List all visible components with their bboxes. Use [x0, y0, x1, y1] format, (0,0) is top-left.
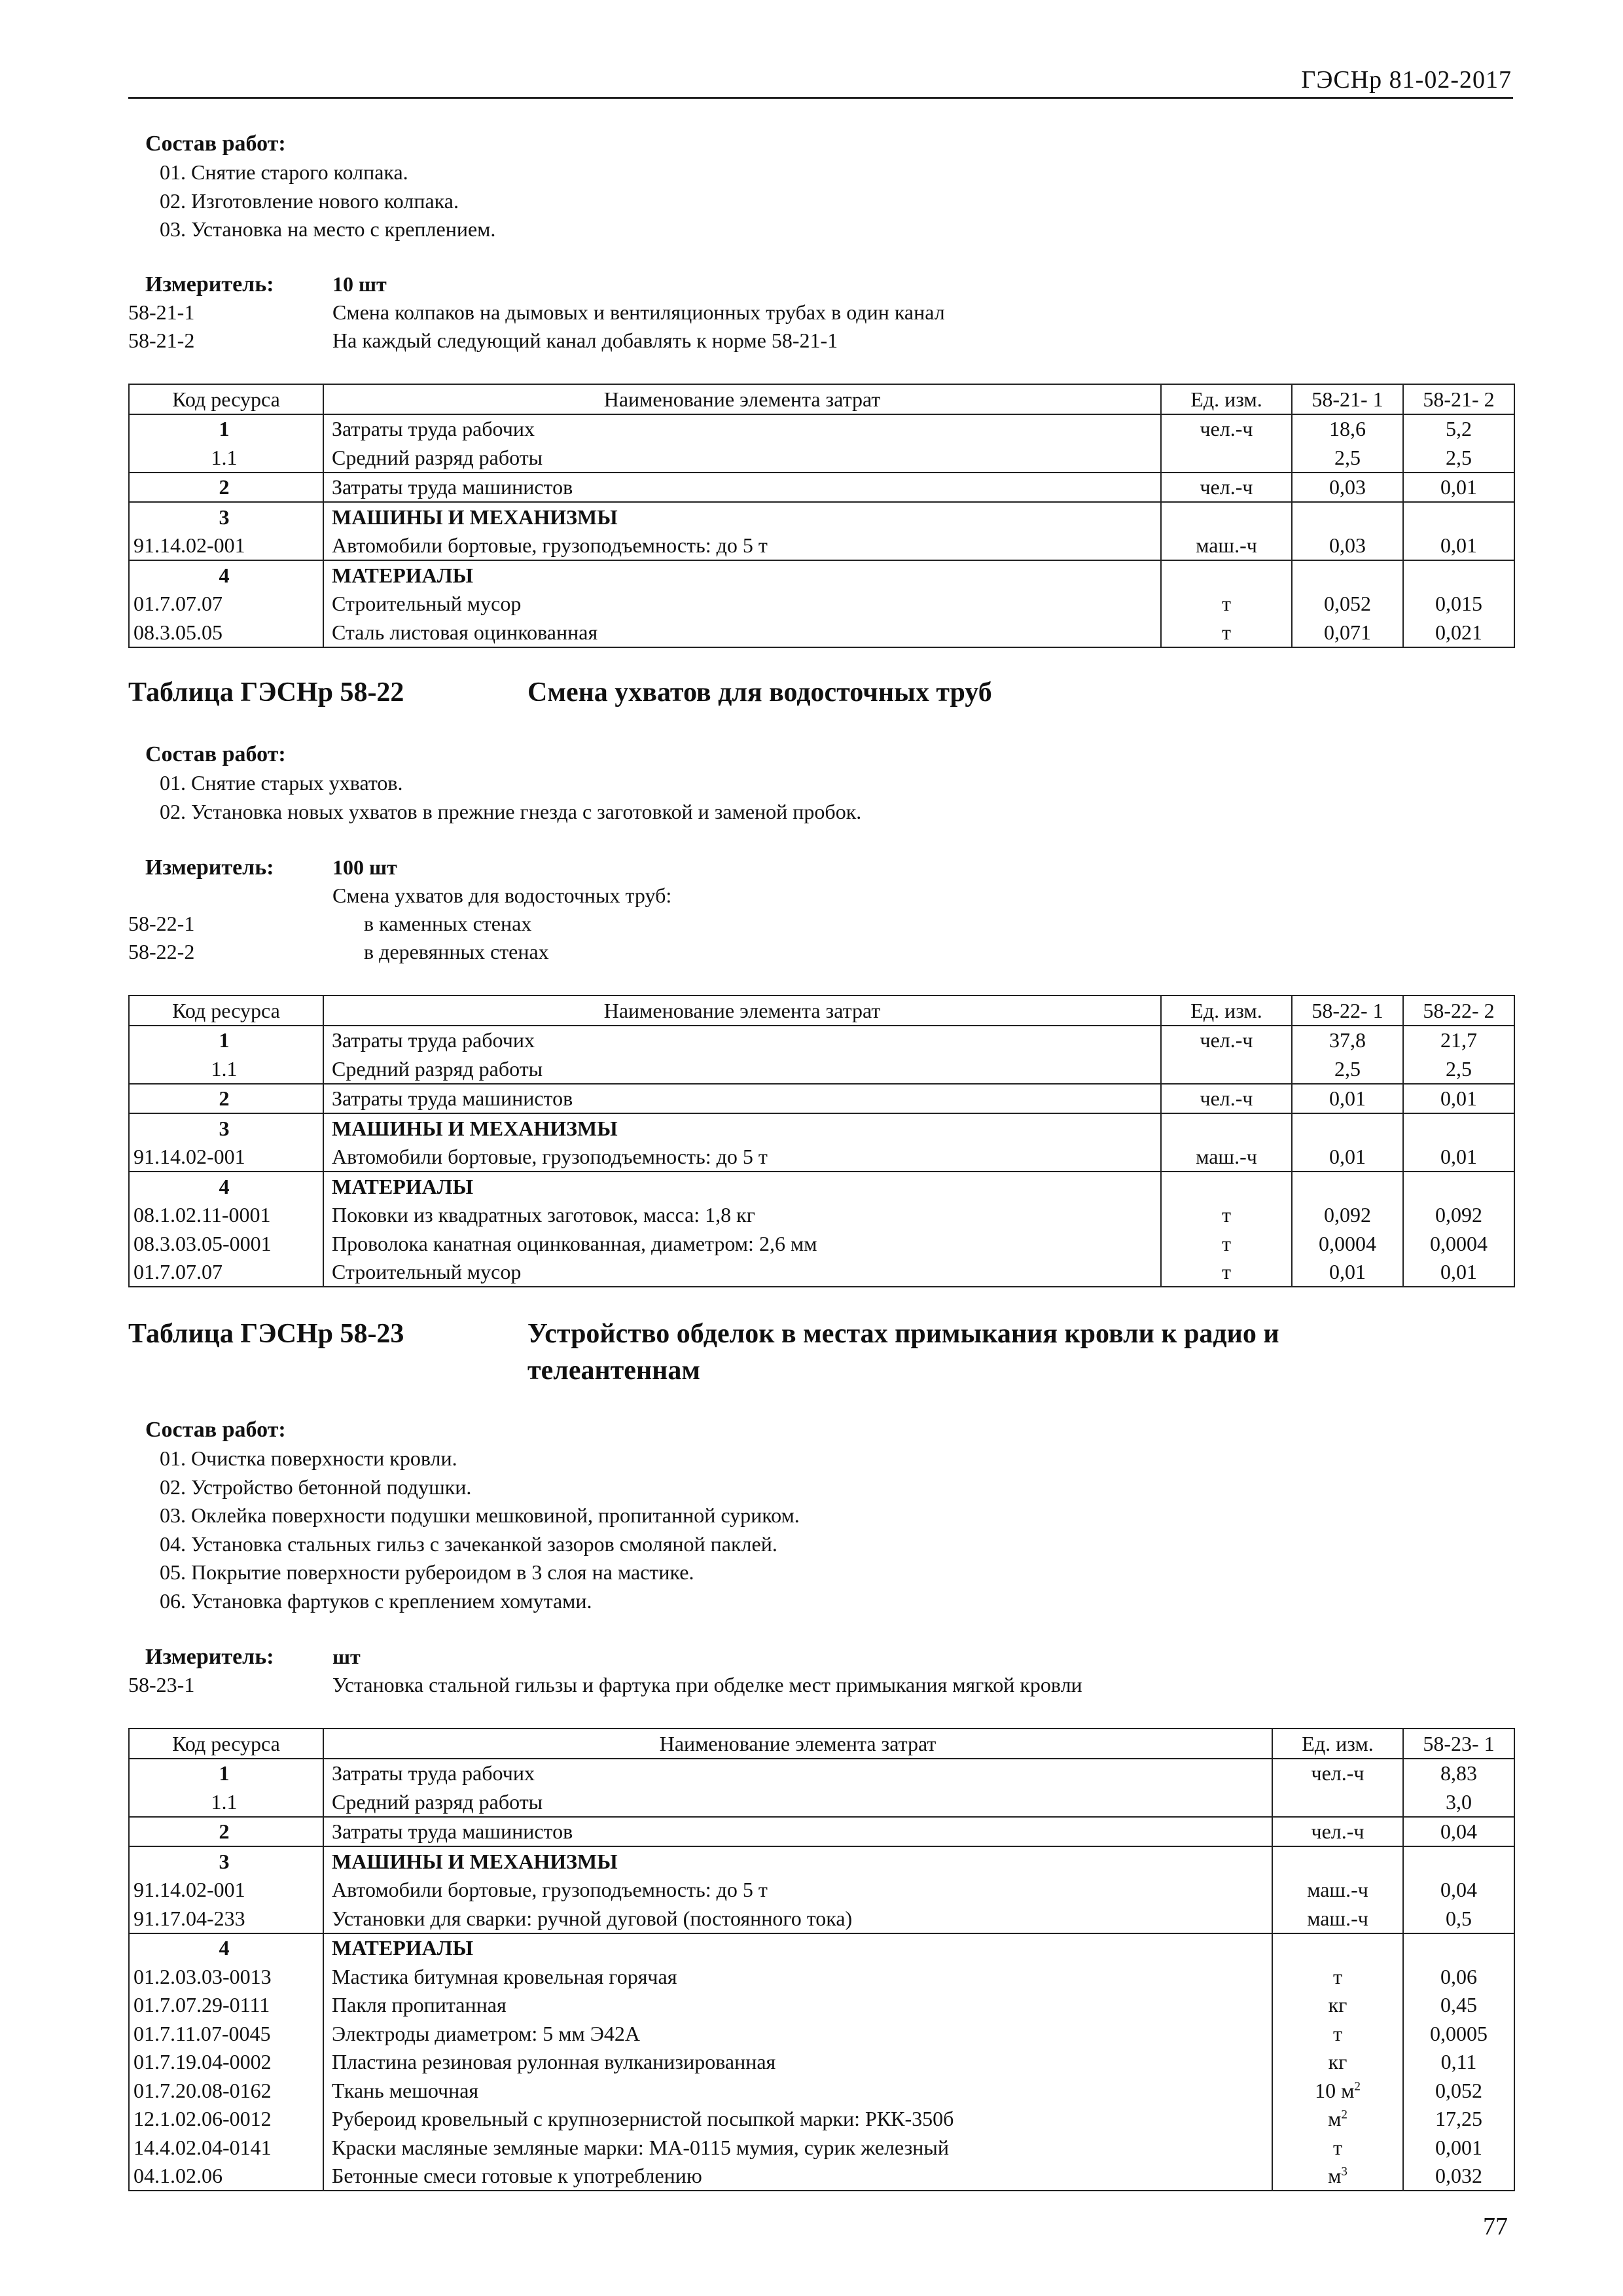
table-number: Таблица ГЭСНр 58-23 [128, 1319, 404, 1349]
row-value: 0,04 [1403, 1817, 1514, 1847]
row-code: 2 [129, 473, 323, 503]
row-value: 0,052 [1403, 2076, 1514, 2105]
col-norm: 58-22- 2 [1403, 996, 1514, 1026]
row-name: МАШИНЫ И МЕХАНИЗМЫ [323, 1846, 1272, 1876]
row-unit: т [1161, 590, 1292, 619]
row-name: Средний разряд работы [323, 443, 1161, 473]
row-value: 37,8 [1292, 1026, 1403, 1055]
row-name: Автомобили бортовые, грузоподъемность: до 5 т [323, 531, 1161, 561]
row-code: 91.14.02-001 [129, 531, 323, 561]
table-name: Смена ухватов для водосточных труб [527, 677, 992, 708]
row-unit [1161, 560, 1292, 590]
row-value: 0,092 [1292, 1201, 1403, 1230]
table-row [129, 1991, 1514, 2020]
row-value: 0,01 [1292, 1084, 1403, 1114]
row-name: МАТЕРИАЛЫ [323, 560, 1161, 590]
row-code: 1.1 [129, 1054, 323, 1084]
row-unit [1272, 1933, 1403, 1963]
table-row [129, 2076, 1514, 2105]
row-code: 08.3.03.05-0001 [129, 1229, 323, 1258]
row-code: 1 [129, 1026, 323, 1055]
norm-code: 58-22-2 [128, 940, 195, 963]
row-unit: т [1161, 618, 1292, 647]
row-value: 0,021 [1403, 618, 1514, 647]
row-code: 1.1 [129, 443, 323, 473]
col-norm: 58-21- 2 [1403, 384, 1514, 414]
table-row [129, 1026, 1514, 1055]
sostav-58-23 [128, 1416, 1513, 1615]
document-code: ГЭСНр 81-02-2017 [1301, 66, 1512, 94]
row-value: 0,01 [1403, 473, 1514, 503]
row-code: 2 [129, 1084, 323, 1114]
step: 01. Снятие старого колпака. [160, 160, 408, 184]
row-value: 0,001 [1403, 2133, 1514, 2162]
col-name: Наименование элемента затрат [323, 384, 1161, 414]
table-row [129, 2162, 1514, 2191]
row-name: Автомобили бортовые, грузоподъемность: до 5 т [323, 1876, 1272, 1905]
col-code: Код ресурса [129, 384, 323, 414]
row-code: 04.1.02.06 [129, 2162, 323, 2191]
table-number: Таблица ГЭСНр 58-22 [128, 677, 404, 708]
row-code: 91.14.02-001 [129, 1876, 323, 1905]
row-code: 01.7.07.29-0111 [129, 1991, 323, 2020]
table-row [129, 1876, 1514, 1905]
sostav-58-21 [128, 130, 1513, 244]
row-value: 2,5 [1403, 1054, 1514, 1084]
row-value: 2,5 [1403, 443, 1514, 473]
table-row [129, 443, 1514, 473]
col-norm: 58-21- 1 [1292, 384, 1403, 414]
table-row [129, 1759, 1514, 1788]
row-name: Строительный мусор [323, 1258, 1161, 1287]
norm-text: На каждый следующий канал добавлять к норме 58-21-1 [332, 329, 838, 352]
row-value [1403, 1933, 1514, 1963]
row-unit: т [1272, 2133, 1403, 2162]
row-unit [1272, 1846, 1403, 1876]
table-row [129, 1258, 1514, 1287]
row-code: 1 [129, 1759, 323, 1788]
table-row [129, 1201, 1514, 1230]
row-value: 0,0005 [1403, 2019, 1514, 2048]
table-row [129, 531, 1514, 561]
row-code: 2 [129, 1817, 323, 1847]
row-value: 0,0004 [1292, 1229, 1403, 1258]
row-unit: маш.-ч [1161, 531, 1292, 561]
row-unit [1161, 502, 1292, 531]
col-unit: Ед. изм. [1161, 996, 1292, 1026]
row-unit: 10 $м^2$ [1272, 2076, 1403, 2105]
row-unit: т [1161, 1201, 1292, 1230]
col-unit: Ед. изм. [1272, 1729, 1403, 1759]
row-value: 0,015 [1403, 590, 1514, 619]
row-value [1403, 1113, 1514, 1143]
table-row [129, 1054, 1514, 1084]
row-name: Рубероид кровельный с крупнозернистой посыпкой марки: РКК-350б [323, 2105, 1272, 2134]
row-code: 01.7.07.07 [129, 1258, 323, 1287]
row-value [1292, 1113, 1403, 1143]
row-value: 2,5 [1292, 443, 1403, 473]
norm-code: 58-22-1 [128, 912, 195, 935]
row-unit: чел.-ч [1272, 1817, 1403, 1847]
norm-code: 58-23-1 [128, 1673, 195, 1696]
row-code: 91.14.02-001 [129, 1143, 323, 1172]
row-name: Установки для сварки: ручной дуговой (постоянного тока) [323, 1904, 1272, 1933]
row-value: 0,092 [1403, 1201, 1514, 1230]
table-row [129, 1172, 1514, 1201]
row-value: 2,5 [1292, 1054, 1403, 1084]
table-row [129, 560, 1514, 590]
row-unit: чел.-ч [1161, 473, 1292, 503]
step: 05. Покрытие поверхности рубероидом в 3 слоя на мастике. [160, 1560, 694, 1584]
row-unit: чел.-ч [1161, 1084, 1292, 1114]
row-name: Пакля пропитанная [323, 1991, 1272, 2020]
table-row [129, 2019, 1514, 2048]
row-code: 01.7.19.04-0002 [129, 2048, 323, 2077]
col-code: Код ресурса [129, 1729, 323, 1759]
row-name: Бетонные смеси готовые к употреблению [323, 2162, 1272, 2191]
resource-table-58-21 [128, 384, 1515, 648]
resource-table-58-23 [128, 1728, 1515, 2191]
row-unit: маш.-ч [1272, 1904, 1403, 1933]
row-code: 01.2.03.03-0013 [129, 1962, 323, 1991]
row-code: 14.4.02.04-0141 [129, 2133, 323, 2162]
row-unit: $м^3$ [1272, 2162, 1403, 2191]
row-name: Затраты труда рабочих [323, 1759, 1272, 1788]
col-norm: 58-23- 1 [1403, 1729, 1514, 1759]
sostav-58-22 [128, 740, 1513, 826]
page-number: 77 [1483, 2213, 1508, 2240]
row-name: Пластина резиновая рулонная вулканизированная [323, 2048, 1272, 2077]
row-unit: кг [1272, 1991, 1403, 2020]
izmeritel-label: Измеритель: [145, 272, 274, 296]
row-code: 08.3.05.05 [129, 618, 323, 647]
header-rule [128, 97, 1513, 99]
step: 03. Установка на место с креплением. [160, 217, 496, 241]
row-code: 3 [129, 1113, 323, 1143]
step: 04. Установка стальных гильз с зачеканкой зазоров смоляной паклей. [160, 1532, 777, 1556]
table-row [129, 1904, 1514, 1933]
row-code: 01.7.07.07 [129, 590, 323, 619]
row-name: Мастика битумная кровельная горячая [323, 1962, 1272, 1991]
row-value: 0,01 [1403, 1258, 1514, 1287]
row-name: Поковки из квадратных заготовок, масса: 1,8 кг [323, 1201, 1161, 1230]
row-code: 08.1.02.11-0001 [129, 1201, 323, 1230]
step: 02. Изготовление нового колпака. [160, 188, 459, 213]
table-row [129, 473, 1514, 503]
izmeritel-label: Измеритель: [145, 855, 274, 880]
row-code: 1.1 [129, 1787, 323, 1817]
table-row [129, 1229, 1514, 1258]
table-row [129, 2133, 1514, 2162]
table-row [129, 1084, 1514, 1114]
row-name: МАШИНЫ И МЕХАНИЗМЫ [323, 502, 1161, 531]
row-value: 0,071 [1292, 618, 1403, 647]
row-value [1292, 1172, 1403, 1201]
row-unit: т [1161, 1229, 1292, 1258]
table-row [129, 590, 1514, 619]
step: 02. Установка новых ухватов в прежние гнезда с заготовкой и заменой пробок. [160, 799, 862, 823]
row-name: МАТЕРИАЛЫ [323, 1172, 1161, 1201]
table-row [129, 1962, 1514, 1991]
row-value: 5,2 [1403, 414, 1514, 444]
row-value: 21,7 [1403, 1026, 1514, 1055]
row-name: Автомобили бортовые, грузоподъемность: до 5 т [323, 1143, 1161, 1172]
row-name: Ткань мешочная [323, 2076, 1272, 2105]
sostav-label: Состав работ: [145, 132, 286, 156]
row-value [1403, 560, 1514, 590]
row-unit: чел.-ч [1161, 414, 1292, 444]
row-name: Затраты труда машинистов [323, 473, 1161, 503]
table-row [129, 1787, 1514, 1817]
row-name: Затраты труда машинистов [323, 1817, 1272, 1847]
row-value [1403, 502, 1514, 531]
table-header-row [129, 1729, 1514, 1759]
table-row [129, 1143, 1514, 1172]
row-unit [1161, 443, 1292, 473]
row-unit: чел.-ч [1272, 1759, 1403, 1788]
table-title-58-22 [128, 674, 1444, 711]
table-row [129, 502, 1514, 531]
row-value: 8,83 [1403, 1759, 1514, 1788]
step: 01. Снятие старых ухватов. [160, 771, 403, 795]
row-unit [1161, 1054, 1292, 1084]
norm-text: в каменных стенах [364, 912, 532, 935]
measure-value: 100 шт [332, 855, 397, 879]
table-row [129, 618, 1514, 647]
row-value: 0,052 [1292, 590, 1403, 619]
measure-value: 10 шт [332, 272, 387, 296]
norm-text: Установка стальной гильзы и фартука при обделке мест примыкания мягкой кровли [332, 1673, 1082, 1696]
row-value: 0,01 [1292, 1258, 1403, 1287]
norm-text: в деревянных стенах [364, 940, 549, 963]
measure-58-23 [128, 1643, 1513, 1699]
row-value [1292, 560, 1403, 590]
table-row [129, 2048, 1514, 2077]
row-code: 3 [129, 1846, 323, 1876]
row-code: 01.7.11.07-0045 [129, 2019, 323, 2048]
measure-value: шт [332, 1645, 361, 1668]
row-name: Средний разряд работы [323, 1787, 1272, 1817]
row-unit: чел.-ч [1161, 1026, 1292, 1055]
table-row [129, 1846, 1514, 1876]
row-value: 0,03 [1292, 531, 1403, 561]
row-value: 17,25 [1403, 2105, 1514, 2134]
table-name-line: телеантеннам [527, 1355, 700, 1386]
row-unit: т [1161, 1258, 1292, 1287]
row-name: Проволока канатная оцинкованная, диаметром: 2,6 мм [323, 1229, 1161, 1258]
measure-58-22 [128, 853, 1513, 966]
row-value: 0,45 [1403, 1991, 1514, 2020]
table-row [129, 1817, 1514, 1847]
step: 01. Очистка поверхности кровли. [160, 1446, 457, 1470]
row-value [1403, 1846, 1514, 1876]
row-unit [1272, 1787, 1403, 1817]
row-code: 4 [129, 1933, 323, 1963]
row-value: 0,01 [1403, 1143, 1514, 1172]
row-unit: кг [1272, 2048, 1403, 2077]
step: 02. Устройство бетонной подушки. [160, 1475, 472, 1499]
row-code: 01.7.20.08-0162 [129, 2076, 323, 2105]
row-name: Средний разряд работы [323, 1054, 1161, 1084]
norm-code: 58-21-2 [128, 329, 195, 352]
row-name: Сталь листовая оцинкованная [323, 618, 1161, 647]
row-name: Электроды диаметром: 5 мм Э42А [323, 2019, 1272, 2048]
row-code: 12.1.02.06-0012 [129, 2105, 323, 2134]
measure-caption: Смена ухватов для водосточных труб: [332, 884, 672, 907]
row-name: МАШИНЫ И МЕХАНИЗМЫ [323, 1113, 1161, 1143]
table-header-row [129, 996, 1514, 1026]
row-value: 0,032 [1403, 2162, 1514, 2191]
row-name: Строительный мусор [323, 590, 1161, 619]
table-name-line: Устройство обделок в местах примыкания кровли к радио и [527, 1319, 1279, 1349]
step: 06. Установка фартуков с креплением хомутами. [160, 1588, 592, 1613]
table-header-row [129, 384, 1514, 414]
row-name: МАТЕРИАЛЫ [323, 1933, 1272, 1963]
norm-text: Смена колпаков на дымовых и вентиляционных трубах в один канал [332, 300, 945, 324]
row-value: 0,06 [1403, 1962, 1514, 1991]
row-value [1292, 502, 1403, 531]
table-row [129, 1113, 1514, 1143]
row-unit: $м^2$ [1272, 2105, 1403, 2134]
table-row [129, 414, 1514, 444]
row-code: 4 [129, 1172, 323, 1201]
col-name: Наименование элемента затрат [323, 996, 1161, 1026]
sostav-label: Состав работ: [145, 1418, 286, 1442]
row-value: 18,6 [1292, 414, 1403, 444]
measure-58-21 [128, 270, 1513, 355]
col-code: Код ресурса [129, 996, 323, 1026]
row-name: Затраты труда машинистов [323, 1084, 1161, 1114]
row-unit [1161, 1113, 1292, 1143]
row-value: 0,01 [1403, 531, 1514, 561]
row-unit: маш.-ч [1161, 1143, 1292, 1172]
table-name [527, 1316, 1444, 1389]
row-code: 91.17.04-233 [129, 1904, 323, 1933]
table-row [129, 1933, 1514, 1963]
table-row [129, 2105, 1514, 2134]
row-value: 0,04 [1403, 1876, 1514, 1905]
row-unit: т [1272, 2019, 1403, 2048]
row-value: 0,03 [1292, 473, 1403, 503]
row-value: 0,11 [1403, 2048, 1514, 2077]
col-norm: 58-22- 1 [1292, 996, 1403, 1026]
row-name: Затраты труда рабочих [323, 414, 1161, 444]
col-unit: Ед. изм. [1161, 384, 1292, 414]
row-value [1403, 1172, 1514, 1201]
row-name: Затраты труда рабочих [323, 1026, 1161, 1055]
col-name: Наименование элемента затрат [323, 1729, 1272, 1759]
row-name: Краски масляные земляные марки: МА-0115 мумия, сурик железный [323, 2133, 1272, 2162]
norm-code: 58-21-1 [128, 300, 195, 324]
row-code: 3 [129, 502, 323, 531]
resource-table-58-22 [128, 995, 1515, 1287]
row-unit [1161, 1172, 1292, 1201]
row-unit: маш.-ч [1272, 1876, 1403, 1905]
row-code: 1 [129, 414, 323, 444]
row-value: 0,5 [1403, 1904, 1514, 1933]
row-value: 0,01 [1292, 1143, 1403, 1172]
row-value: 0,01 [1403, 1084, 1514, 1114]
row-value: 3,0 [1403, 1787, 1514, 1817]
row-value: 0,0004 [1403, 1229, 1514, 1258]
row-unit: т [1272, 1962, 1403, 1991]
sostav-label: Состав работ: [145, 742, 286, 766]
table-title-58-23 [128, 1316, 1444, 1389]
row-code: 4 [129, 560, 323, 590]
step: 03. Оклейка поверхности подушки мешковиной, пропитанной суриком. [160, 1503, 800, 1527]
izmeritel-label: Измеритель: [145, 1645, 274, 1669]
